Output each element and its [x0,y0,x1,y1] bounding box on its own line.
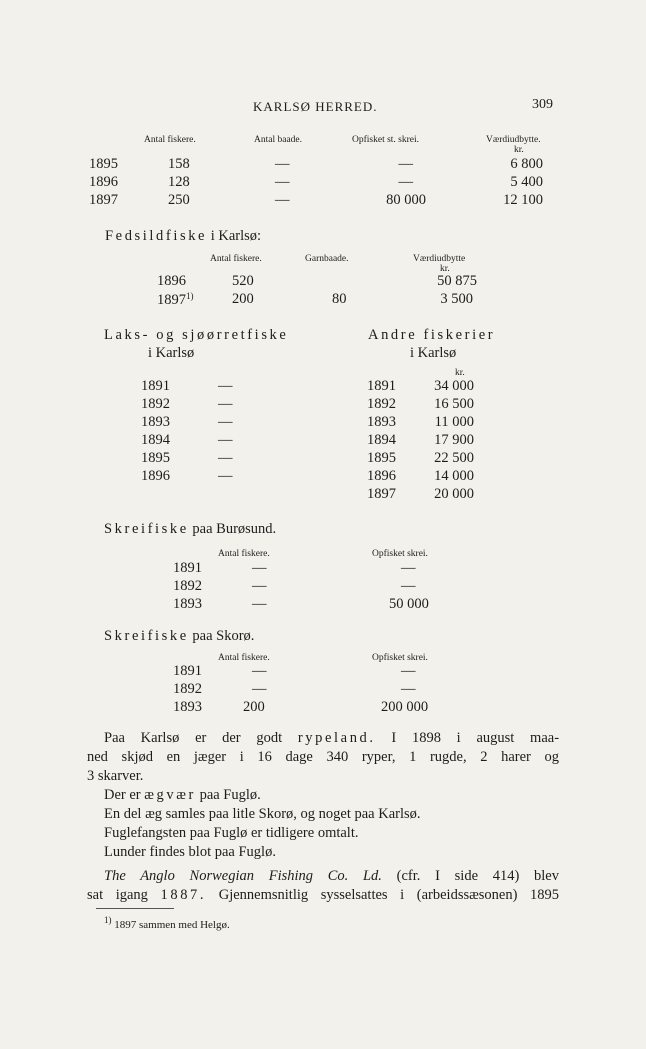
table-cell: — [218,414,233,430]
text-span: paa Fuglø. [199,787,261,803]
table-cell: — [252,681,267,697]
year-text: 1897 [157,292,186,308]
table-cell-year: 1892 [173,681,202,697]
column-header: Opfisket skrei. [372,549,428,559]
table-cell: 6 800 [510,156,543,172]
table-cell: — [252,596,267,612]
table-cell: 50 000 [389,596,429,612]
text-span: (cfr. I side 414) blev [396,868,559,884]
text-span: sat igang [87,887,148,903]
paragraph-line [104,729,559,748]
table-cell: — [252,663,267,679]
paragraph-line: 3 skarver. [87,768,144,784]
footnote-rule [96,908,174,909]
table-cell: 16 500 [434,396,474,412]
section-heading-fedsild [105,228,261,245]
table-cell: — [252,578,267,594]
column-header: Garnbaade. [305,254,349,264]
table-cell: 158 [168,156,190,172]
table-cell: 520 [232,273,254,289]
table-cell: 22 500 [434,450,474,466]
table-cell-year: 1893 [141,414,170,430]
text-span: Paa Karlsø er der godt [104,730,283,746]
heading-spaced: Skreifiske [104,628,189,644]
table-cell: 250 [168,192,190,208]
heading-rest: i Karlsø: [210,228,262,244]
table-cell: — [218,468,233,484]
table-cell-year: 1896 [367,468,396,484]
table-cell-year: 1897 [89,192,118,208]
column-header: Antal fiskere. [210,254,262,264]
table-cell-year: 1891 [141,378,170,394]
paragraph-line [104,867,559,886]
table-cell: — [275,156,290,172]
footnote-text: 1897 sammen med Helgø. [114,919,230,931]
column-header: Antal baade. [254,135,303,145]
table-cell: — [275,192,290,208]
table-cell: 80 000 [386,192,426,208]
table-cell: 12 100 [503,192,543,208]
paragraph-line: En del æg samles paa litle Skorø, og noget paa Karlsø. [104,806,421,822]
heading-spaced: Fedsildfiske [105,228,208,244]
page-number: 309 [532,97,553,112]
paragraph-line: ned skjød en jæger i 16 dage 340 ryper, 1 rugde, 2 harer og [87,749,559,765]
table-cell-year: 1893 [367,414,396,430]
table-cell-year: 1896 [89,174,118,190]
table-cell: 5 400 [510,174,543,190]
table-cell: 50 875 [437,273,477,289]
table-cell: — [398,174,413,190]
text-span: Gjennemsnitlig sysselsattes i (arbeidssæsonen) 1895 [218,887,560,903]
table-cell: — [275,174,290,190]
table-cell: — [218,450,233,466]
paragraph-line [104,786,261,805]
table-cell: 11 000 [434,414,474,430]
column-header: Antal fiskere. [144,135,196,145]
table-cell: 200 [232,291,254,307]
column-header: Opfisket st. skrei. [352,135,420,145]
table-cell-year: 1894 [367,432,396,448]
section-heading-skoroe [104,628,254,645]
table-cell-year: 1897 [367,486,396,502]
table-cell-year: 1892 [367,396,396,412]
table-cell: — [401,578,416,594]
unit-label: kr. [514,145,524,155]
paragraph-line [87,886,559,905]
table-cell-year: 1893 [173,699,202,715]
table-cell: 200 [243,699,265,715]
table-cell-year: 1893 [173,596,202,612]
table-cell: 14 000 [434,468,474,484]
column-header: Opfisket skrei. [372,653,428,663]
paragraph-line: Lunder findes blot paa Fuglø. [104,844,276,860]
table-cell: — [401,663,416,679]
table-cell-year: 1895 [141,450,170,466]
table-cell-year: 1896 [141,468,170,484]
section-heading-laks: Laks- og sjøørretfiske [104,327,289,343]
text-span: I 1898 i august maa- [391,730,560,746]
running-header: KARLSØ HERRED. [253,99,378,114]
table-cell: 128 [168,174,190,190]
table-cell: — [401,560,416,576]
table-cell: 3 500 [440,291,473,307]
table-cell-year: 1891 [367,378,396,394]
table-cell-year: 1895 [89,156,118,172]
column-header: Antal fiskere. [218,549,270,559]
text-span: Der er [104,787,141,803]
table-cell: — [401,681,416,697]
table-cell: 34 000 [434,378,474,394]
table-cell: — [398,156,413,172]
table-cell-year: 1892 [173,578,202,594]
table-cell-year: 1895 [367,450,396,466]
footnote [104,915,230,931]
section-heading-buroesund [104,521,276,538]
table-cell: — [218,378,233,394]
spaced-text: ægvær [144,787,196,803]
table-cell: 200 000 [381,699,429,715]
heading-spaced: Skreifiske [104,521,189,537]
table-cell: — [252,560,267,576]
table-cell-year: 1891 [173,663,202,679]
table-cell: 80 [332,291,347,307]
table-cell: 17 900 [434,432,474,448]
section-heading-andre: Andre fiskerier [368,327,496,343]
table-cell-year: 1894 [141,432,170,448]
unit-label: kr. [455,368,465,378]
table-cell: — [218,432,233,448]
heading-rest: paa Skorø. [192,628,255,644]
spaced-text: rypeland. [297,730,376,746]
footnote-ref: 1) [186,291,194,301]
spaced-text: 1887. [160,887,207,903]
section-subheading-andre: i Karlsø [410,345,457,361]
table-cell: — [218,396,233,412]
table-cell-year: 1892 [141,396,170,412]
column-header: Værdiudbytte. [486,135,541,145]
footnote-marker: 1) [104,915,112,925]
heading-rest: paa Burøsund. [192,521,277,537]
column-header: Værdiudbytte [413,254,466,264]
table-cell: 20 000 [434,486,474,502]
table-cell-year: 1891 [173,560,202,576]
unit-label: kr. [440,264,450,274]
section-subheading-laks: i Karlsø [148,345,195,361]
table-cell-year: 1896 [157,273,186,289]
paragraph-line: Fuglefangsten paa Fuglø er tidligere omtalt. [104,825,359,841]
italic-company-name: The Anglo Norwegian Fishing Co. Ld. [104,868,382,884]
table-cell-year [157,291,194,309]
column-header: Antal fiskere. [218,653,270,663]
